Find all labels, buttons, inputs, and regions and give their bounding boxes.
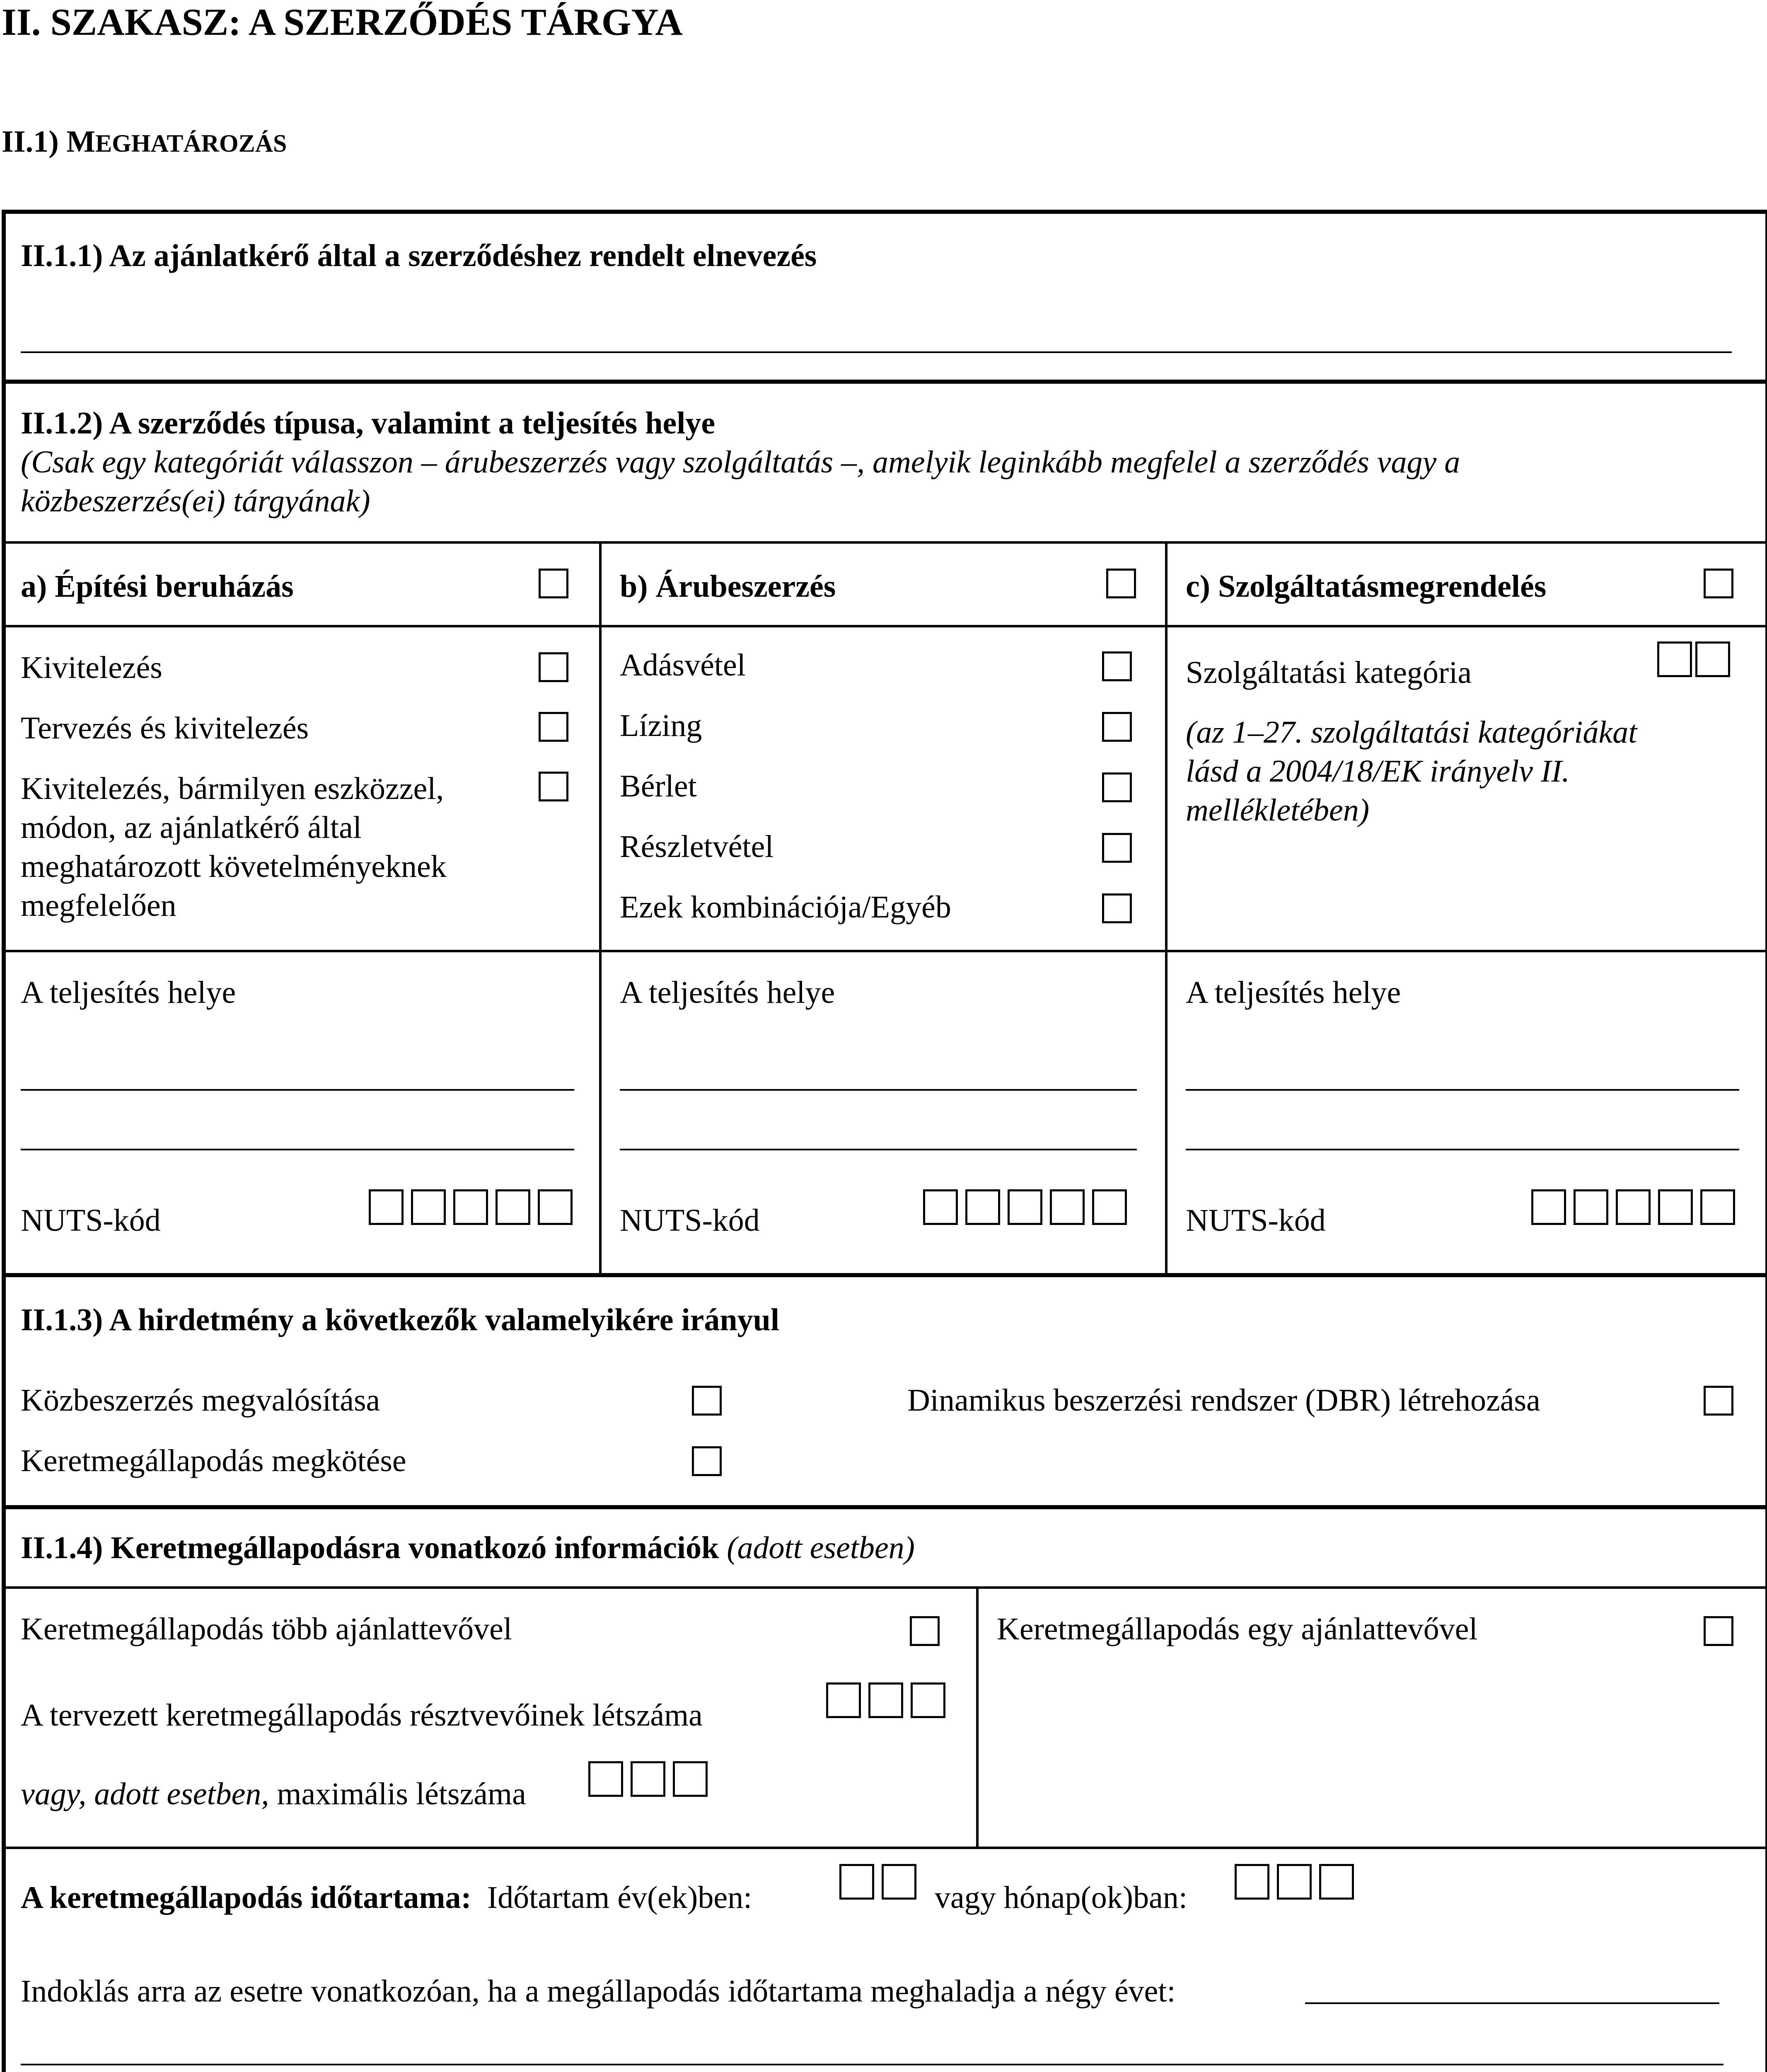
- col-b-option: Ezek kombinációja/Egyéb: [620, 890, 951, 925]
- col-b-title: b) Árubeszerzés: [620, 569, 836, 604]
- section-title: II. SZAKASZ: A SZERZŐDÉS TÁRGYA: [2, 1, 683, 43]
- digit-box[interactable]: [588, 1761, 623, 1797]
- col-c-place-label: A teljesítés helye: [1186, 975, 1401, 1010]
- nuts-code-boxes: [923, 1189, 1127, 1225]
- col-a-title: a) Építési beruházás: [21, 569, 294, 604]
- digit-box[interactable]: [1319, 1864, 1354, 1900]
- digit-box[interactable]: [839, 1864, 874, 1900]
- framework-agreement-checkbox[interactable]: [692, 1446, 722, 1476]
- nuts-code-boxes: [369, 1189, 573, 1225]
- col-b-nuts-label: NUTS-kód: [620, 1203, 760, 1238]
- divider: [2, 380, 1765, 384]
- ii-1-3-heading: II.1.3) A hirdetmény a következők valamelyikére irányul: [21, 1302, 779, 1337]
- hire-purchase-checkbox[interactable]: [1102, 833, 1132, 863]
- contract-name-line[interactable]: [21, 351, 1732, 353]
- duration-months-label: vagy hónap(ok)ban:: [935, 1880, 1187, 1915]
- divider: [2, 1586, 1765, 1589]
- place-line[interactable]: [21, 1149, 574, 1150]
- divider: [2, 950, 1765, 952]
- column-divider: [976, 1586, 979, 1847]
- col-a-place-label: A teljesítés helye: [21, 975, 236, 1010]
- lease-checkbox[interactable]: [1102, 712, 1132, 742]
- ii-1-2-note: (Csak egy kategóriát válasszon – árubeszerzés vagy szolgáltatás –, amelyik leginkább megfelel a szerződés vagy a: [21, 445, 1460, 479]
- col-c-note: mellékletében): [1186, 793, 1370, 828]
- divider: [2, 1847, 1765, 1849]
- max-count-boxes: [588, 1761, 708, 1797]
- digit-box[interactable]: [538, 1189, 573, 1225]
- divider: [2, 541, 1765, 544]
- duration-months-boxes: [1235, 1864, 1354, 1900]
- justification-label: Indoklás arra az esetre vonatkozóan, ha a megállapodás időtartama meghaladja a négy évet:: [21, 1974, 1176, 2009]
- execution-checkbox[interactable]: [539, 652, 568, 682]
- digit-box[interactable]: [631, 1761, 665, 1797]
- public-contract-checkbox[interactable]: [692, 1386, 722, 1416]
- digit-box[interactable]: [1700, 1189, 1735, 1225]
- digit-box[interactable]: [1657, 641, 1692, 677]
- col-b-option: Bérlet: [620, 769, 697, 804]
- ii-1-4-heading: II.1.4) Keretmegállapodásra vonatkozó információk (adott esetben): [21, 1530, 915, 1565]
- column-divider: [599, 541, 602, 1277]
- digit-box[interactable]: [868, 1682, 903, 1718]
- place-line[interactable]: [1186, 1089, 1739, 1091]
- digit-box[interactable]: [923, 1189, 958, 1225]
- digit-box[interactable]: [369, 1189, 404, 1225]
- digit-box[interactable]: [1235, 1864, 1269, 1900]
- digit-box[interactable]: [1695, 641, 1730, 677]
- digit-box[interactable]: [1616, 1189, 1651, 1225]
- works-checkbox[interactable]: [539, 569, 568, 598]
- place-line[interactable]: [1186, 1149, 1739, 1150]
- digit-box[interactable]: [411, 1189, 446, 1225]
- col-a-option: meghatározott követelményeknek: [21, 849, 447, 884]
- col-c-note: lásd a 2004/18/EK irányelv II.: [1186, 754, 1570, 789]
- divider: [2, 1273, 1765, 1277]
- digit-box[interactable]: [496, 1189, 530, 1225]
- planned-count-boxes: [826, 1682, 945, 1718]
- supplies-checkbox[interactable]: [1106, 569, 1136, 598]
- purchase-checkbox[interactable]: [1102, 651, 1132, 681]
- combination-checkbox[interactable]: [1102, 893, 1132, 923]
- ii-1-3-option: Közbeszerzés megvalósítása: [21, 1383, 380, 1418]
- service-category-boxes: [1657, 641, 1730, 677]
- digit-box[interactable]: [1008, 1189, 1042, 1225]
- digit-box[interactable]: [1574, 1189, 1608, 1225]
- col-c-note: (az 1–27. szolgáltatási kategóriákat: [1186, 715, 1637, 750]
- digit-box[interactable]: [453, 1189, 488, 1225]
- justification-line[interactable]: [21, 2064, 1723, 2065]
- subsection-title: II.1) MEGHATÁROZÁS: [2, 125, 287, 159]
- col-b-option: Adásvétel: [620, 648, 746, 683]
- col-a-option: Kivitelezés, bármilyen eszközzel,: [21, 771, 444, 806]
- col-b-option: Lízing: [620, 708, 702, 743]
- digit-box[interactable]: [826, 1682, 861, 1718]
- justification-line[interactable]: [1305, 2002, 1719, 2004]
- duration-years-boxes: [839, 1864, 916, 1900]
- dps-checkbox[interactable]: [1704, 1386, 1733, 1416]
- place-line[interactable]: [620, 1089, 1137, 1091]
- nuts-code-boxes: [1531, 1189, 1735, 1225]
- col-c-nuts-label: NUTS-kód: [1186, 1203, 1326, 1238]
- col-a-option: Tervezés és kivitelezés: [21, 711, 309, 746]
- col-c-option: Szolgáltatási kategória: [1186, 655, 1472, 690]
- col-a-option: megfelelően: [21, 888, 176, 923]
- digit-box[interactable]: [965, 1189, 1000, 1225]
- digit-box[interactable]: [911, 1682, 945, 1718]
- ii-1-2-heading: II.1.2) A szerződés típusa, valamint a teljesítés helye: [21, 406, 716, 441]
- ii-1-3-option: Keretmegállapodás megkötése: [21, 1443, 406, 1478]
- rental-checkbox[interactable]: [1102, 772, 1132, 802]
- duration-row: A keretmegállapodás időtartama: Időtartam év(ek)ben:: [21, 1880, 752, 1915]
- col-a-option: Kivitelezés: [21, 650, 162, 685]
- divider: [2, 625, 1765, 627]
- col-a-option: módon, az ajánlatkérő által: [21, 810, 362, 845]
- col-a-nuts-label: NUTS-kód: [21, 1203, 161, 1238]
- ii-1-4-option: Keretmegállapodás egy ajánlattevővel: [997, 1612, 1478, 1646]
- digit-box[interactable]: [1531, 1189, 1566, 1225]
- max-count-label: vagy, adott esetben, maximális létszáma: [21, 1777, 526, 1811]
- column-divider: [1165, 541, 1168, 1277]
- single-operator-checkbox[interactable]: [1704, 1616, 1733, 1646]
- place-line[interactable]: [21, 1089, 574, 1091]
- col-b-option: Részletvétel: [620, 829, 774, 864]
- ii-1-4-option: Keretmegállapodás több ajánlattevővel: [21, 1612, 512, 1646]
- digit-box[interactable]: [673, 1761, 708, 1797]
- digit-box[interactable]: [1277, 1864, 1312, 1900]
- digit-box[interactable]: [1050, 1189, 1085, 1225]
- design-execution-checkbox[interactable]: [539, 712, 568, 742]
- several-operators-checkbox[interactable]: [910, 1616, 940, 1646]
- place-line[interactable]: [620, 1149, 1137, 1150]
- digit-box[interactable]: [882, 1864, 916, 1900]
- col-b-place-label: A teljesítés helye: [620, 975, 835, 1010]
- digit-box[interactable]: [1092, 1189, 1127, 1225]
- ii-1-1-heading: II.1.1) Az ajánlatkérő által a szerződéshez rendelt elnevezés: [21, 238, 817, 273]
- col-c-title: c) Szolgáltatásmegrendelés: [1186, 569, 1547, 604]
- ii-1-2-note: közbeszerzés(ei) tárgyának): [21, 484, 370, 518]
- execution-any-means-checkbox[interactable]: [539, 772, 568, 801]
- services-checkbox[interactable]: [1704, 569, 1733, 598]
- ii-1-3-option: Dinamikus beszerzési rendszer (DBR) létrehozása: [907, 1383, 1540, 1418]
- planned-count-label: A tervezett keretmegállapodás résztvevőinek létszáma: [21, 1698, 703, 1733]
- divider: [2, 1505, 1765, 1509]
- digit-box[interactable]: [1658, 1189, 1693, 1225]
